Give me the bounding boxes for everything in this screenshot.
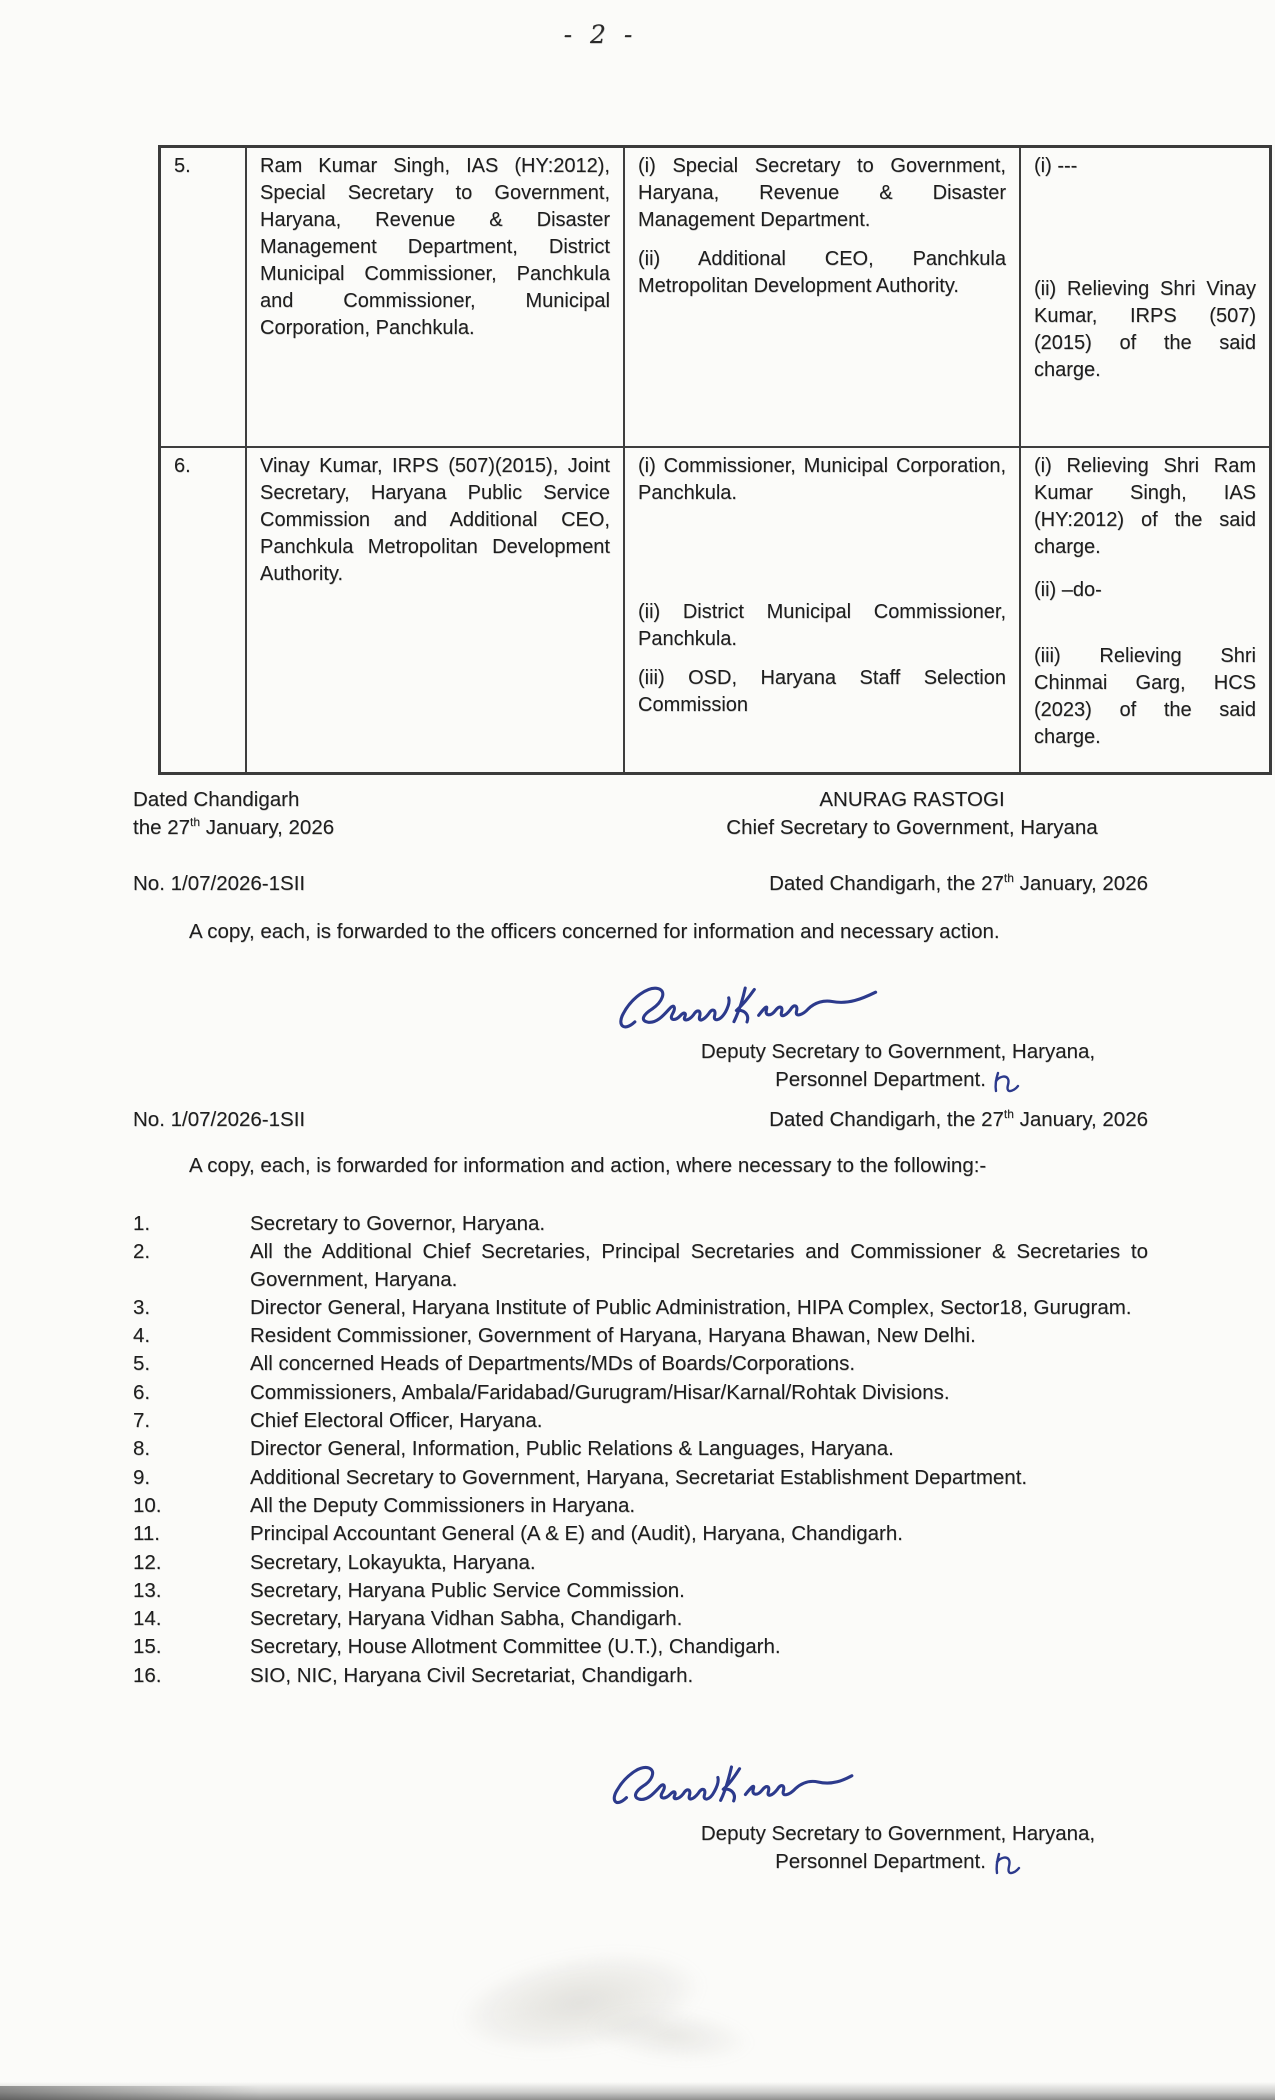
list-item — [133, 1435, 1148, 1462]
ref-number: No. 1/07/2026-1SII — [133, 872, 306, 895]
dated-place-line2: the 27th January, 2026 — [133, 815, 335, 839]
item-text: Secretary, Haryana Vidhan Sabha, Chandigarh. — [250, 1607, 683, 1631]
remark-item: (i) --- — [1034, 155, 1078, 177]
remarks-cell — [1020, 447, 1271, 774]
list-item — [133, 1294, 1148, 1321]
endorsement-date: Dated Chandigarh, the 27th January, 2026 — [769, 1107, 1148, 1131]
list-item — [133, 1238, 1148, 1293]
paper-smudge — [557, 1989, 783, 2082]
item-number: 4. — [133, 1324, 151, 1348]
posting-item: (iii) OSD, Haryana Staff Selection Commission — [638, 667, 1006, 716]
item-number: 9. — [133, 1465, 151, 1489]
list-item — [133, 1520, 1148, 1547]
endorsement2-paragraph: A copy, each, is forwarded for information and action, where necessary to the following:- — [189, 1154, 987, 1177]
issue-row — [133, 786, 1148, 842]
officer-cell — [246, 447, 624, 774]
signatory-title: Chief Secretary to Government, Haryana — [726, 816, 1098, 839]
serial-number-cell — [160, 147, 247, 448]
deputy-secretary-title: Deputy Secretary to Government, Haryana, — [700, 1040, 1096, 1063]
item-number: 8. — [133, 1437, 151, 1461]
item-text: Director General, Information, Public Relations & Languages, Haryana. — [250, 1437, 894, 1461]
item-number: 13. — [133, 1578, 162, 1602]
list-item — [133, 1210, 1148, 1237]
item-number: 12. — [133, 1550, 162, 1574]
dated-place-line1: Dated Chandigarh — [133, 788, 300, 811]
page-number: - 2 - — [563, 20, 638, 49]
new-posting-cell — [624, 447, 1020, 774]
item-text: All the Additional Chief Secretaries, Principal Secretaries and Commissioner & Secretaries to Government, Haryana. — [250, 1240, 1148, 1291]
item-text: All concerned Heads of Departments/MDs of Boards/Corporations. — [250, 1352, 856, 1376]
item-text: Secretary, Lokayukta, Haryana. — [250, 1550, 536, 1574]
new-posting-cell — [624, 147, 1020, 448]
item-text: SIO, NIC, Haryana Civil Secretariat, Chandigarh. — [250, 1663, 694, 1687]
posting-item: (ii) District Municipal Commissioner, Panchkula. — [638, 601, 1006, 650]
list-item — [133, 1350, 1148, 1377]
transfer-orders-table — [158, 145, 1272, 775]
item-text: Principal Accountant General (A & E) and (Audit), Haryana, Chandigarh. — [250, 1522, 903, 1546]
endorsement2-ref-row — [133, 1106, 1148, 1133]
posting-item: (i) Special Secretary to Government, Haryana, Revenue & Disaster Management Department. — [638, 155, 1006, 231]
item-number: 11. — [133, 1522, 160, 1546]
personnel-department-title: Personnel Department. — [648, 1066, 1148, 1104]
remark-item: (i) Relieving Shri Ram Kumar Singh, IAS (HY:2012) of the said charge. — [1034, 455, 1256, 558]
item-number: 2. — [133, 1240, 151, 1264]
ref-number: No. 1/07/2026-1SII — [133, 1108, 306, 1131]
bottom-scan-corner — [0, 2086, 260, 2100]
item-text: Additional Secretary to Government, Haryana, Secretariat Establishment Department. — [250, 1465, 1028, 1489]
signature-suresh-kumar — [612, 972, 880, 1039]
list-item — [133, 1662, 1148, 1689]
item-number: 15. — [133, 1635, 162, 1659]
remarks-cell — [1020, 147, 1271, 448]
date-superscript: th — [1003, 871, 1014, 886]
officer-description: Vinay Kumar, IRPS (507)(2015), Joint Secretary, Haryana Public Service Commission and Additional CEO, Panchkula Metropolitan Development Authority. — [260, 455, 610, 585]
list-item — [133, 1322, 1148, 1349]
personnel-department-title: Personnel Department. — [648, 1848, 1148, 1886]
remark-item: (iii) Relieving Shri Chinmai Garg, HCS (2023) of the said charge. — [1034, 645, 1256, 748]
item-number: 10. — [133, 1493, 162, 1517]
item-text: Secretary, Haryana Public Service Commission. — [250, 1578, 685, 1602]
list-item — [133, 1633, 1148, 1660]
endorsement-date: Dated Chandigarh, the 27th January, 2026 — [769, 871, 1148, 895]
signatory-name: ANURAG RASTOGI — [819, 788, 1005, 811]
deputy-secretary-sign-block — [648, 1820, 1148, 1885]
item-text: Director General, Haryana Institute of Public Administration, HIPA Complex, Sector18, Gurugram. — [250, 1295, 1132, 1319]
date-superscript: th — [1003, 1107, 1014, 1122]
table-row — [160, 447, 1271, 774]
endorsement1-paragraph: A copy, each, is forwarded to the officers concerned for information and necessary action. — [189, 920, 1000, 943]
posting-item: (ii) Additional CEO, Panchkula Metropolitan Development Authority. — [638, 248, 1006, 297]
list-item — [133, 1605, 1148, 1632]
posting-item: (i) Commissioner, Municipal Corporation, Panchkula. — [638, 455, 1006, 504]
list-item — [133, 1407, 1148, 1434]
deputy-secretary-sign-block — [648, 1038, 1148, 1103]
item-text: Secretary, House Allotment Committee (U.T.), Chandigarh. — [250, 1635, 781, 1659]
item-text: Chief Electoral Officer, Haryana. — [250, 1409, 543, 1433]
item-text: Resident Commissioner, Government of Haryana, Haryana Bhawan, New Delhi. — [250, 1324, 976, 1348]
serial-number-cell — [160, 447, 247, 774]
dated-place — [133, 786, 334, 842]
pen-mark-icon — [991, 1070, 1021, 1104]
list-item — [133, 1492, 1148, 1519]
officer-description: Ram Kumar Singh, IAS (HY:2012), Special Secretary to Government, Haryana, Revenue & Disaster Management Department, District Municipal Commissioner, Panchkula and Commissioner, Municipal Corporation, Panchkula. — [260, 155, 610, 339]
date-superscript: th — [190, 815, 201, 830]
officer-cell — [246, 147, 624, 448]
serial-number: 6. — [174, 455, 191, 477]
deputy-secretary-title: Deputy Secretary to Government, Haryana, — [700, 1822, 1096, 1845]
endorsement1-ref-row — [133, 870, 1148, 897]
item-number: 5. — [133, 1352, 151, 1376]
distribution-list — [133, 1210, 1148, 1690]
item-number: 16. — [133, 1663, 162, 1687]
signature-ink — [606, 1752, 856, 1812]
item-number: 1. — [133, 1212, 151, 1235]
item-number: 6. — [133, 1380, 151, 1404]
item-text: Secretary to Governor, Haryana. — [250, 1212, 546, 1235]
item-number: 3. — [133, 1295, 151, 1319]
item-text: Commissioners, Ambala/Faridabad/Gurugram/Hisar/Karnal/Rohtak Divisions. — [250, 1380, 950, 1404]
signature-ink — [612, 972, 880, 1034]
list-item — [133, 1577, 1148, 1604]
item-text: All the Deputy Commissioners in Haryana. — [250, 1493, 636, 1517]
remark-item: (ii) Relieving Shri Vinay Kumar, IRPS (507) (2015) of the said charge. — [1034, 278, 1256, 381]
list-item — [133, 1464, 1148, 1491]
pen-mark-icon — [991, 1850, 1021, 1886]
remark-item: (ii) –do- — [1034, 579, 1102, 601]
signature-suresh-kumar — [606, 1752, 856, 1817]
list-item — [133, 1549, 1148, 1576]
item-number: 14. — [133, 1607, 162, 1631]
signatory-block — [676, 786, 1148, 842]
table-row — [160, 147, 1271, 448]
list-item — [133, 1379, 1148, 1406]
item-number: 7. — [133, 1409, 151, 1433]
serial-number: 5. — [174, 155, 191, 177]
